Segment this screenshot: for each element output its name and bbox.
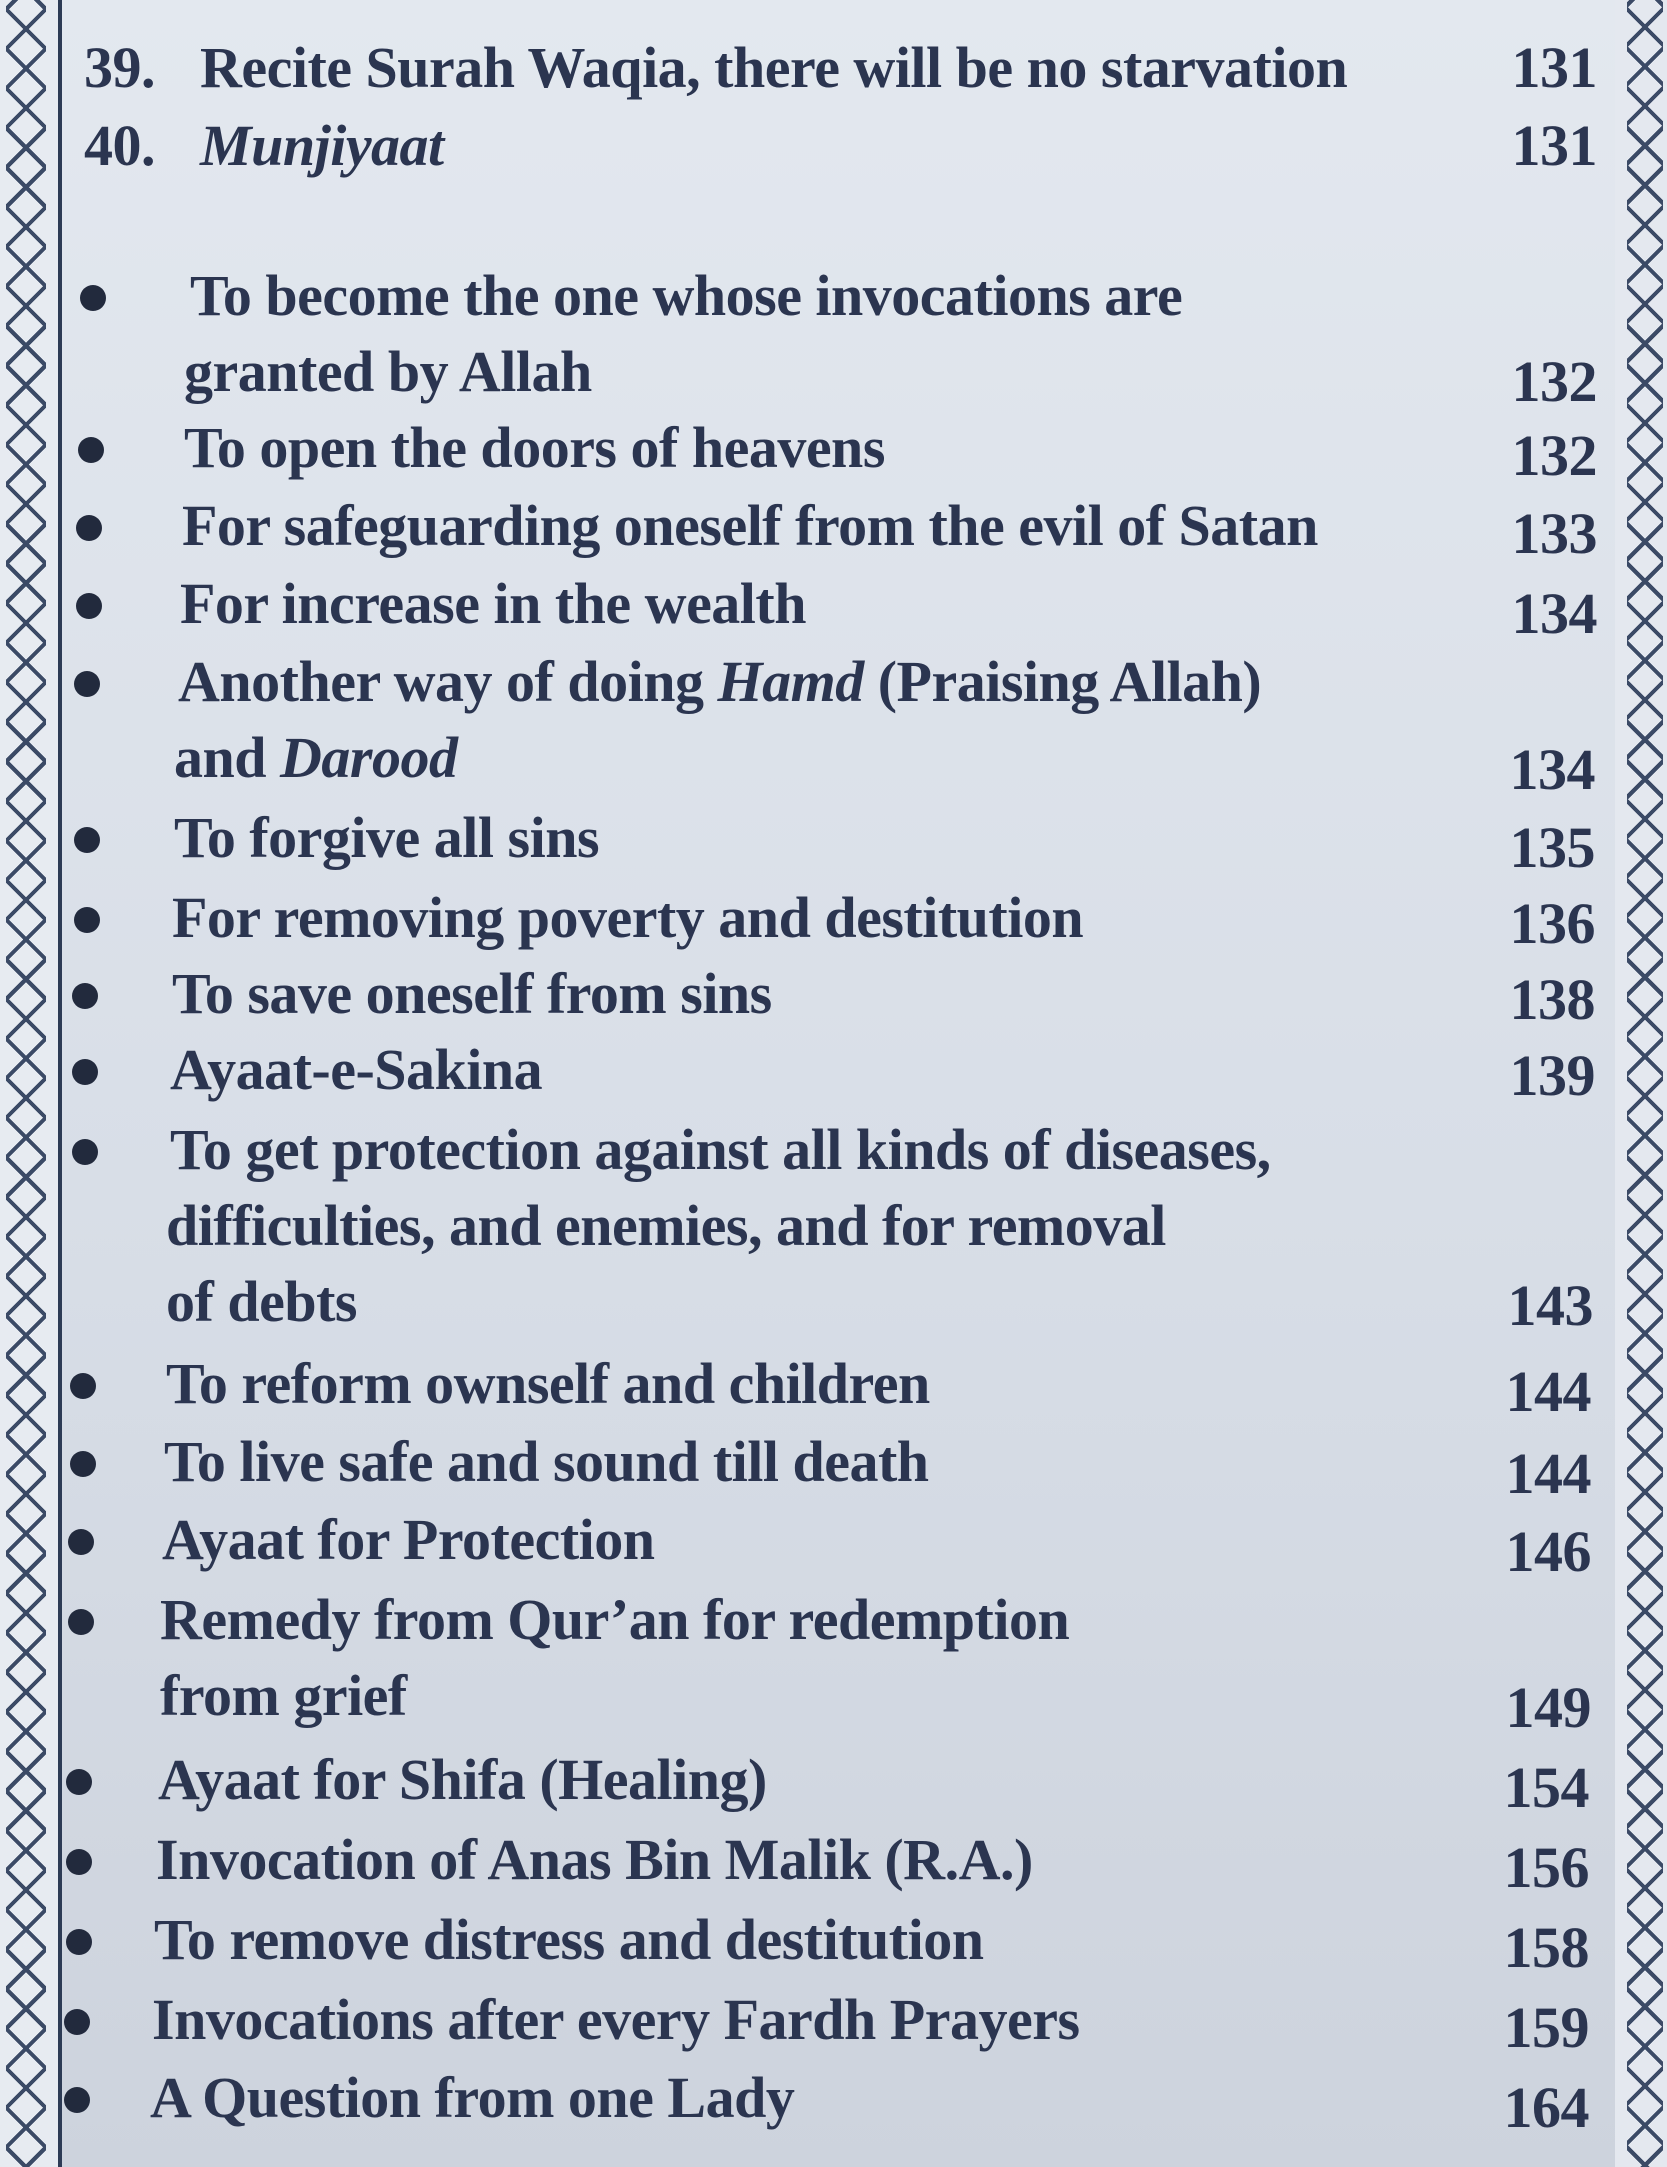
- entry-title-line: To live safe and sound till death: [164, 1429, 929, 1494]
- toc-bullet-item[interactable]: [62, 1822, 1615, 1898]
- entry-title-line: Ayaat for Shifa (Healing): [158, 1747, 767, 1812]
- toc-bullet-item[interactable]: [62, 1902, 1615, 1978]
- bullet-icon: [74, 827, 100, 853]
- entry-page-number: 164: [1503, 2075, 1589, 2140]
- entry-title-line: from grief: [160, 1663, 407, 1728]
- entry-page-number: 131: [1511, 113, 1597, 178]
- bullet-icon: [66, 1929, 92, 1955]
- entry-page-number: 146: [1505, 1519, 1591, 1584]
- toc-bullet-item[interactable]: [62, 800, 1615, 880]
- toc-bullet-item[interactable]: [62, 1502, 1615, 1584]
- entry-page-number: 135: [1509, 815, 1595, 880]
- entry-page-number: 138: [1509, 967, 1595, 1032]
- toc-bullet-item[interactable]: [62, 1112, 1615, 1340]
- entry-page-number: 144: [1505, 1359, 1591, 1424]
- entry-title-line: Ayaat for Protection: [162, 1507, 655, 1572]
- bullet-icon: [70, 1373, 96, 1399]
- bullet-icon: [72, 1059, 98, 1085]
- entry-title-line: To get protection against all kinds of diseases,: [170, 1117, 1271, 1182]
- toc-bullet-item[interactable]: [62, 1742, 1615, 1818]
- entry-page-number: 132: [1511, 423, 1597, 488]
- bullet-icon: [68, 1609, 94, 1635]
- entry-title-line: To save oneself from sins: [172, 961, 772, 1026]
- entry-title-line: of debts: [166, 1269, 357, 1334]
- entry-title-line: For safeguarding oneself from the evil of Satan: [182, 493, 1318, 558]
- toc-bullet-item[interactable]: [62, 880, 1615, 956]
- entry-page-number: 149: [1505, 1675, 1591, 1740]
- toc-bullet-item[interactable]: [62, 1424, 1615, 1506]
- entry-title-line: Ayaat-e-Sakina: [170, 1037, 543, 1102]
- toc-bullet-item[interactable]: [62, 644, 1615, 802]
- entry-title-line: For removing poverty and destitution: [172, 885, 1084, 950]
- entry-title-line: Invocation of Anas Bin Malik (R.A.): [156, 1827, 1033, 1892]
- entry-page-number: 154: [1503, 1755, 1589, 1820]
- bullet-icon: [72, 1139, 98, 1165]
- entry-title-line: Invocations after every Fardh Prayers: [152, 1987, 1080, 2052]
- bullet-icon: [70, 1451, 96, 1477]
- bullet-icon: [64, 2087, 90, 2113]
- entry-page-number: 132: [1511, 349, 1597, 414]
- left-decorative-border: [0, 0, 62, 2167]
- entry-number: 39.: [84, 35, 155, 100]
- entry-page-number: 133: [1511, 501, 1597, 566]
- toc-bullet-item[interactable]: [62, 488, 1615, 564]
- bullet-icon: [72, 983, 98, 1009]
- entry-title-line: For increase in the wealth: [180, 571, 806, 636]
- entry-title-line: granted by Allah: [184, 339, 592, 404]
- entry-title: Recite Surah Waqia, there will be no starvation: [200, 35, 1348, 100]
- entry-page-number: 159: [1503, 1995, 1589, 2060]
- toc-bullet-item[interactable]: [62, 2060, 1615, 2140]
- bullet-icon: [76, 593, 102, 619]
- entry-number: 40.: [84, 113, 155, 178]
- entry-title-line: To reform ownself and children: [166, 1351, 930, 1416]
- entry-title-line: Another way of doing Hamd (Praising Allah): [178, 649, 1262, 714]
- toc-entry-39[interactable]: [62, 30, 1615, 106]
- bullet-icon: [64, 2009, 90, 2035]
- entry-page-number: 158: [1503, 1915, 1589, 1980]
- bullet-icon: [76, 515, 102, 541]
- bullet-icon: [66, 1769, 92, 1795]
- entry-title-line: To become the one whose invocations are: [190, 263, 1183, 328]
- entry-title-line: A Question from one Lady: [150, 2065, 795, 2130]
- table-of-contents: [62, 0, 1615, 2167]
- entry-page-number: 131: [1511, 35, 1597, 100]
- toc-bullet-item[interactable]: [62, 258, 1615, 414]
- bullet-icon: [68, 1529, 94, 1555]
- right-border-pattern: [1627, 0, 1663, 2167]
- bullet-icon: [66, 1849, 92, 1875]
- entry-title-line: To forgive all sins: [174, 805, 600, 870]
- bullet-icon: [74, 671, 100, 697]
- entry-page-number: 139: [1509, 1043, 1595, 1108]
- entry-page-number: 143: [1507, 1273, 1593, 1338]
- toc-bullet-item[interactable]: [62, 1982, 1615, 2058]
- bullet-icon: [74, 907, 100, 933]
- toc-bullet-item[interactable]: [62, 1032, 1615, 1108]
- left-border-pattern: [6, 0, 46, 2167]
- toc-entry-40[interactable]: [62, 108, 1615, 184]
- toc-bullet-item[interactable]: [62, 1346, 1615, 1422]
- right-decorative-border: [1611, 0, 1667, 2167]
- entry-page-number: 136: [1509, 891, 1595, 956]
- toc-bullet-item[interactable]: [62, 956, 1615, 1032]
- entry-title: Munjiyaat: [200, 113, 444, 178]
- toc-bullet-item[interactable]: [62, 1582, 1615, 1740]
- entry-title-line: Remedy from Qur’an for redemption: [160, 1587, 1070, 1652]
- bullet-icon: [80, 285, 106, 311]
- entry-page-number: 134: [1511, 581, 1597, 646]
- entry-page-number: 156: [1503, 1835, 1589, 1900]
- entry-page-number: 144: [1505, 1441, 1591, 1506]
- entry-title-line: To remove distress and destitution: [154, 1907, 984, 1972]
- entry-title-line: and Darood: [174, 725, 458, 790]
- entry-title-line: difficulties, and enemies, and for removal: [166, 1193, 1166, 1258]
- toc-bullet-item[interactable]: [62, 566, 1615, 646]
- bullet-icon: [78, 437, 104, 463]
- entry-title-line: To open the doors of heavens: [184, 415, 885, 480]
- entry-page-number: 134: [1509, 737, 1595, 802]
- toc-bullet-item[interactable]: [62, 410, 1615, 486]
